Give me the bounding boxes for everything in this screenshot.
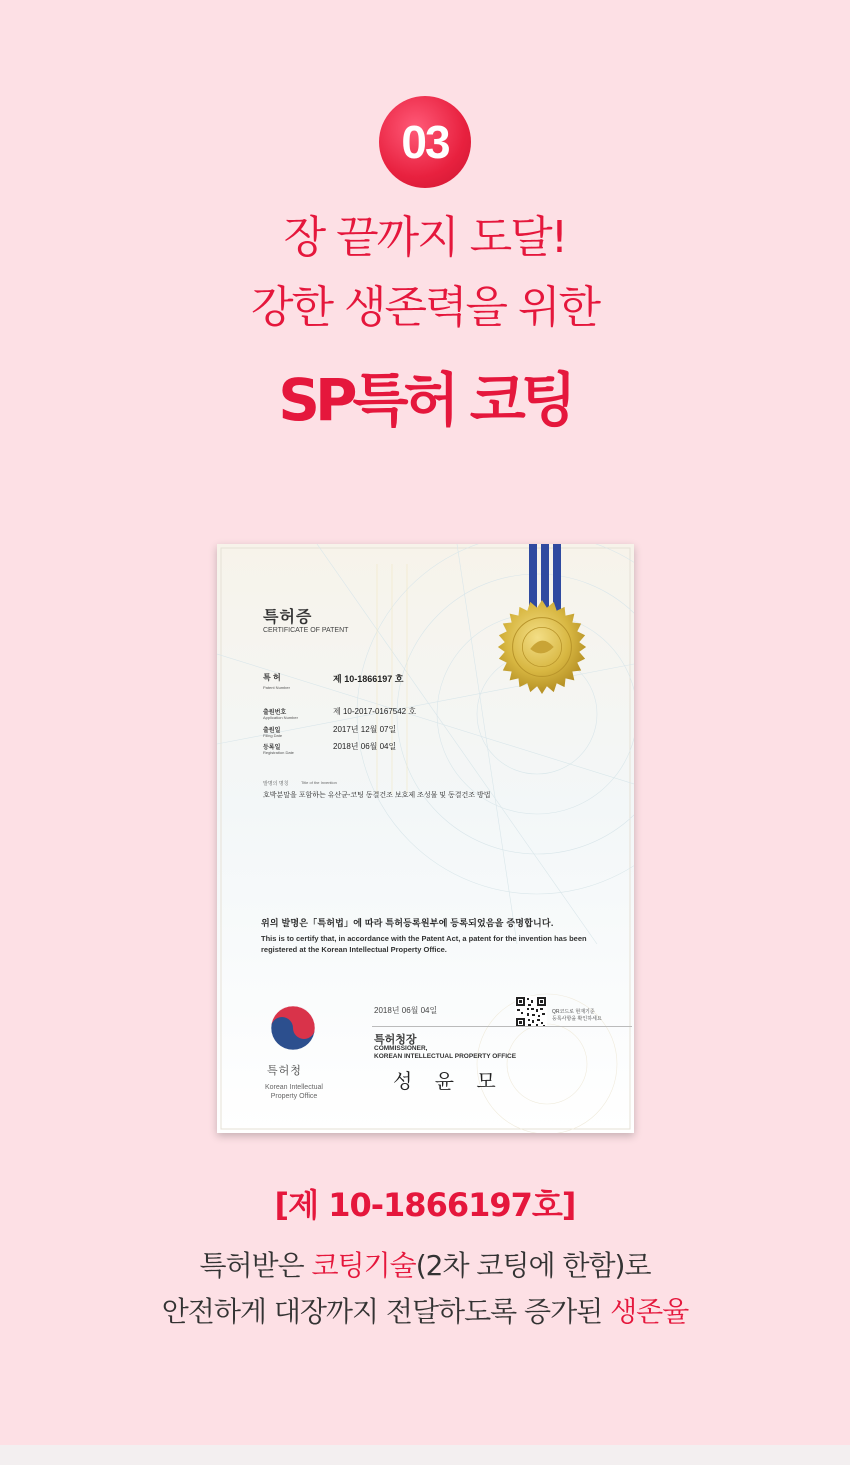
description-highlight-coating: 코팅기술 [311,1249,416,1282]
commissioner-title-en [374,1045,516,1061]
bottom-strip [0,1445,850,1465]
description-line1-text: 특허받은 [199,1249,312,1282]
invention-title: 호박분말을 포함하는 유산균-코팅 동결건조 보호제 조성물 및 동결건조 방법 [263,792,491,799]
registration-label: 등록일 [263,745,281,751]
invention-label: 발명의 명칭 [263,781,289,787]
application-label: 출원번호 [263,710,287,716]
issue-date: 2018년 06월 04일 [374,1006,438,1015]
patent-value: 제 10-1866197 호 [333,674,404,684]
registration-label-en: Registration Date [263,750,294,755]
certificate-title-en: CERTIFICATE OF PATENT [263,627,349,634]
patent-certificate [217,544,634,1133]
invention-label-en: Title of the Invention [301,780,337,785]
description-highlight-survival: 생존율 [610,1295,689,1328]
seal-emblem-icon [493,598,591,696]
registration-value: 2018년 06월 04일 [333,742,397,751]
headline-line1: 장 끝까지 도달! [283,212,567,263]
certificate-title: 특허증 [263,609,313,626]
divider [372,1026,632,1027]
application-label-en: Application Number [263,715,298,720]
qr-note-line2: 등록사항을 확인하세요 [552,1016,602,1022]
commissioner-title: 특허청장 [374,1034,417,1046]
kipo-logo-icon [269,1004,317,1052]
filing-value: 2017년 12월 07일 [333,725,397,734]
patent-label-en: Patent Number [263,685,290,690]
step-badge: 03 [379,96,471,188]
certify-text-en: This is to certify that, in accordance with the Patent Act, a patent for the invention has been registered at the Korean Intellectual Property Office. [261,934,587,954]
commissioner-en-line1: COMMISSIONER, [374,1045,428,1052]
filing-label: 출원일 [263,728,281,734]
qr-code-icon [515,996,547,1028]
certify-text-ko: 위의 발명은「특허법」에 따라 특허등록원부에 등록되었음을 증명합니다. [261,918,554,928]
patent-label: 특 허 [263,673,281,682]
qr-note [552,1009,602,1023]
office-name-en: Korean Intellectual Property Office [265,1084,323,1100]
qr-note-line1: QR코드로 현재기준 [552,1009,595,1015]
description-line1 [0,1244,850,1284]
description-line1-suffix: (2차 코팅에 한함)로 [415,1249,651,1282]
patent-number-caption: [제 10-1866197호] [274,1186,576,1224]
office-name-ko: 특허청 [267,1065,302,1077]
headline-line2: 강한 생존력을 위한 [250,282,599,333]
commissioner-en-line2: KOREAN INTELLECTUAL PROPERTY OFFICE [374,1053,517,1060]
filing-label-en: Filing Date [263,733,283,738]
description-line2-text: 안전하게 대장까지 전달하도록 증가된 [161,1295,611,1328]
application-value: 제 10-2017-0167542 호 [333,707,417,716]
signature: 성 윤 모 [393,1069,504,1093]
description-line2 [0,1290,850,1330]
headline-title: SP특허 코팅 [278,366,572,434]
